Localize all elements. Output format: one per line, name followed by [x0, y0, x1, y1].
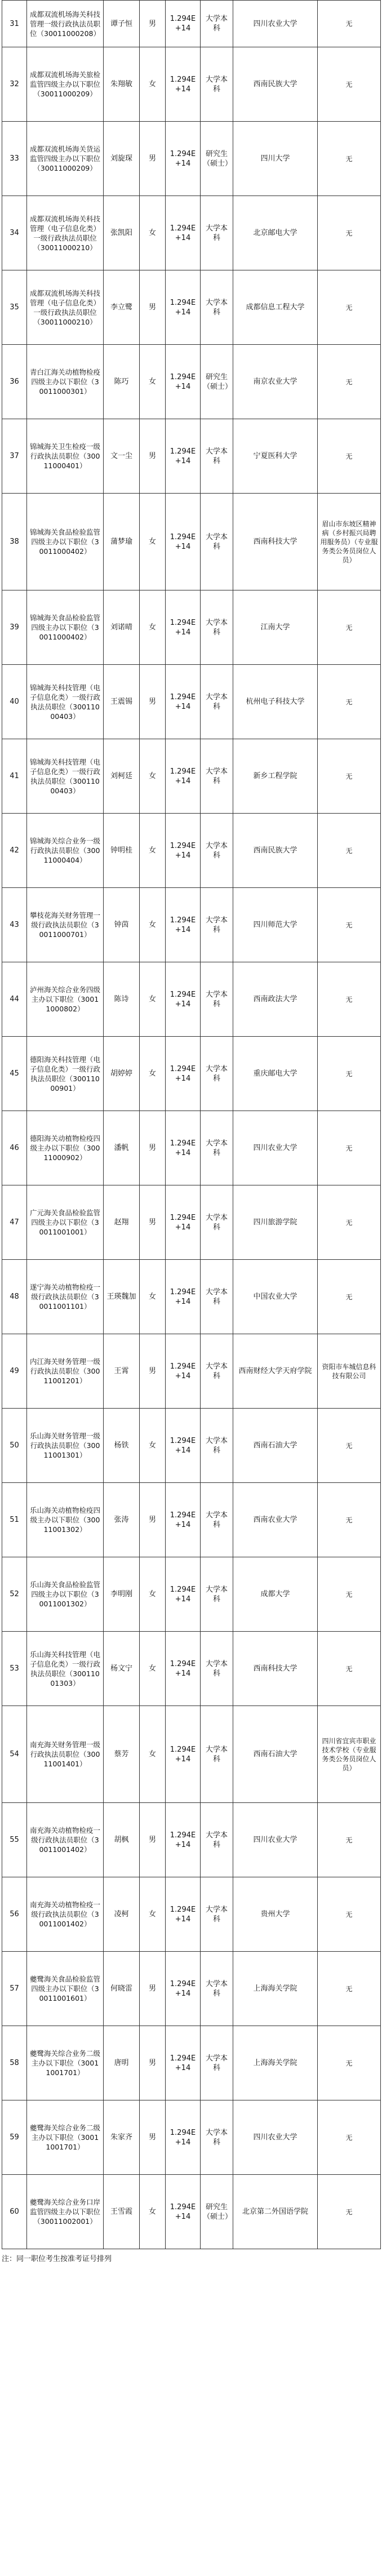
seq-cell: 55: [2, 1803, 27, 1877]
school-cell: 西南科技大学: [233, 494, 318, 590]
school-cell: 西南民族大学: [233, 47, 318, 122]
seq-cell: 53: [2, 1632, 27, 1706]
school-cell: 四川农业大学: [233, 1111, 318, 1185]
seq-cell: 37: [2, 419, 27, 494]
seq-cell: 41: [2, 739, 27, 814]
name-cell: 蒲梦瑜: [104, 494, 140, 590]
education-cell: 大学本科: [201, 270, 233, 345]
position-cell: 成都双流机场海关科技管理（电子信息化类）一级行政执法员职位（30011000210）: [27, 196, 104, 270]
position-cell: 夔鹭海关食品检验监管四级主办以下职位（30011001601）: [27, 1952, 104, 2026]
education-cell: 大学本科: [201, 196, 233, 270]
position-cell: 德阳海关动植物检疫四级主办以下职位（30011000902）: [27, 1111, 104, 1185]
exam-number-cell: 1.294E+14: [166, 1409, 201, 1483]
education-cell: 大学本科: [201, 1334, 233, 1409]
exam-number-cell: 1.294E+14: [166, 1632, 201, 1706]
exam-number-cell: 1.294E+14: [166, 2026, 201, 2100]
name-cell: 谭子恒: [104, 1, 140, 47]
seq-cell: 52: [2, 1557, 27, 1632]
table-row: [2, 1877, 381, 1952]
seq-cell: 44: [2, 962, 27, 1037]
name-cell: 杨文宁: [104, 1632, 140, 1706]
work-unit-cell: 无: [318, 122, 381, 196]
education-cell: 大学本科: [201, 1952, 233, 2026]
school-cell: 四川农业大学: [233, 1803, 318, 1877]
table-row: [2, 1334, 381, 1409]
education-cell: 大学本科: [201, 47, 233, 122]
name-cell: 张凯阳: [104, 196, 140, 270]
school-cell: 北京邮电大学: [233, 196, 318, 270]
position-cell: 锦城海关科技管理（电子信息化类）一级行政执法员职位（30011000403）: [27, 665, 104, 739]
position-cell: 广元海关食品检验监管四级主办以下职位（30011001001）: [27, 1185, 104, 1260]
name-cell: 杨铁: [104, 1409, 140, 1483]
seq-cell: 42: [2, 814, 27, 888]
exam-number-cell: 1.294E+14: [166, 739, 201, 814]
table-row: [2, 47, 381, 122]
position-cell: 锦城海关食品检验监管四级主办以下职位（30011000402）: [27, 494, 104, 590]
table-row: [2, 196, 381, 270]
school-cell: 杭州电子科技大学: [233, 665, 318, 739]
seq-cell: 57: [2, 1952, 27, 2026]
school-cell: 北京第二外国语学院: [233, 2175, 318, 2249]
seq-cell: 54: [2, 1706, 27, 1803]
table-row: [2, 665, 381, 739]
seq-cell: 36: [2, 345, 27, 419]
table-row: [2, 270, 381, 345]
work-unit-cell: 无: [318, 1483, 381, 1557]
work-unit-cell: 无: [318, 196, 381, 270]
name-cell: 王霄: [104, 1334, 140, 1409]
position-cell: 攀枝花海关财务管理一级行政执法员职位（30011000701）: [27, 888, 104, 962]
table-row: [2, 494, 381, 590]
work-unit-cell: 无: [318, 2100, 381, 2175]
seq-cell: 59: [2, 2100, 27, 2175]
school-cell: 重庆邮电大学: [233, 1037, 318, 1111]
position-cell: 成都双流机场海关科技管理（电子信息化类）一级行政执法员职位（30011000210）: [27, 270, 104, 345]
school-cell: 西南石油大学: [233, 1706, 318, 1803]
name-cell: 王雪霞: [104, 2175, 140, 2249]
seq-cell: 32: [2, 47, 27, 122]
school-cell: 四川旅游学院: [233, 1185, 318, 1260]
seq-cell: 48: [2, 1260, 27, 1334]
school-cell: 四川农业大学: [233, 1, 318, 47]
name-cell: 刘柯廷: [104, 739, 140, 814]
work-unit-cell: 资阳市车城信息科技有限公司: [318, 1334, 381, 1409]
table-row: [2, 888, 381, 962]
gender-cell: 女: [140, 1557, 166, 1632]
work-unit-cell: 眉山市东坡区精神病（乡村振兴局聘用服务员）（专业服务类公务员岗位人员）: [318, 494, 381, 590]
seq-cell: 34: [2, 196, 27, 270]
work-unit-cell: 无: [318, 1803, 381, 1877]
position-cell: 锦城海关科技管理（电子信息化类）一级行政执法员职位（30011000403）: [27, 739, 104, 814]
position-cell: 内江海关财务管理一级行政执法员职位（30011001201）: [27, 1334, 104, 1409]
table-row: [2, 739, 381, 814]
gender-cell: 女: [140, 962, 166, 1037]
education-cell: 大学本科: [201, 1483, 233, 1557]
seq-cell: 35: [2, 270, 27, 345]
education-cell: 大学本科: [201, 1706, 233, 1803]
school-cell: 西南财经大学天府学院: [233, 1334, 318, 1409]
work-unit-cell: 无: [318, 1557, 381, 1632]
position-cell: 成都双流机场海关货运监管四级主办以下职位（30011000209）: [27, 122, 104, 196]
name-cell: 王瑛魏加: [104, 1260, 140, 1334]
work-unit-cell: 无: [318, 962, 381, 1037]
education-cell: 研究生（硕士）: [201, 2175, 233, 2249]
education-cell: 研究生（硕士）: [201, 122, 233, 196]
gender-cell: 女: [140, 196, 166, 270]
work-unit-cell: 无: [318, 1952, 381, 2026]
table-row: [2, 1185, 381, 1260]
table-row: [2, 1409, 381, 1483]
education-cell: 大学本科: [201, 665, 233, 739]
school-cell: 西南农业大学: [233, 1483, 318, 1557]
school-cell: 宁夏医科大学: [233, 419, 318, 494]
education-cell: 大学本科: [201, 1, 233, 47]
seq-cell: 33: [2, 122, 27, 196]
exam-number-cell: 1.294E+14: [166, 1803, 201, 1877]
work-unit-cell: 无: [318, 1, 381, 47]
education-cell: 大学本科: [201, 1557, 233, 1632]
gender-cell: 女: [140, 590, 166, 665]
work-unit-cell: 无: [318, 270, 381, 345]
gender-cell: 男: [140, 665, 166, 739]
education-cell: 大学本科: [201, 1803, 233, 1877]
name-cell: 何晓雷: [104, 1952, 140, 2026]
table-row: [2, 122, 381, 196]
name-cell: 胡婷婷: [104, 1037, 140, 1111]
gender-cell: 女: [140, 1409, 166, 1483]
position-cell: 青白江海关动植物检疫四级主办以下职位（30011000301）: [27, 345, 104, 419]
table-row: [2, 1, 381, 47]
exam-number-cell: 1.294E+14: [166, 665, 201, 739]
table-row: [2, 590, 381, 665]
table-row: [2, 1483, 381, 1557]
name-cell: 朱家齐: [104, 2100, 140, 2175]
name-cell: 钟明桂: [104, 814, 140, 888]
exam-number-cell: 1.294E+14: [166, 1483, 201, 1557]
exam-number-cell: 1.294E+14: [166, 814, 201, 888]
name-cell: 胡枫: [104, 1803, 140, 1877]
name-cell: 潘帆: [104, 1111, 140, 1185]
education-cell: 大学本科: [201, 1185, 233, 1260]
table-row: [2, 814, 381, 888]
work-unit-cell: 无: [318, 1877, 381, 1952]
work-unit-cell: 无: [318, 814, 381, 888]
exam-number-cell: 1.294E+14: [166, 270, 201, 345]
name-cell: 刘诺晴: [104, 590, 140, 665]
position-cell: 乐山海关食品检验监管四级主办以下职位（30011001302）: [27, 1557, 104, 1632]
position-cell: 泸州海关综合业务四级主办以下职位（30011000802）: [27, 962, 104, 1037]
seq-cell: 40: [2, 665, 27, 739]
seq-cell: 51: [2, 1483, 27, 1557]
school-cell: 四川师范大学: [233, 888, 318, 962]
table-row: [2, 419, 381, 494]
gender-cell: 女: [140, 1877, 166, 1952]
exam-number-cell: 1.294E+14: [166, 494, 201, 590]
education-cell: 大学本科: [201, 1632, 233, 1706]
table-row: [2, 1260, 381, 1334]
position-cell: 南充海关动植物检疫一级行政执法员职位（30011001402）: [27, 1877, 104, 1952]
school-cell: 上海海关学院: [233, 2026, 318, 2100]
school-cell: 四川大学: [233, 122, 318, 196]
position-cell: 夔鹭海关综合业务二级主办以下职位（30011001701）: [27, 2100, 104, 2175]
gender-cell: 女: [140, 814, 166, 888]
name-cell: 陈诗: [104, 962, 140, 1037]
seq-cell: 47: [2, 1185, 27, 1260]
work-unit-cell: 无: [318, 419, 381, 494]
education-cell: 大学本科: [201, 2026, 233, 2100]
name-cell: 李明刚: [104, 1557, 140, 1632]
gender-cell: 女: [140, 2175, 166, 2249]
table-row: [2, 1037, 381, 1111]
work-unit-cell: 无: [318, 1260, 381, 1334]
exam-number-cell: 1.294E+14: [166, 2175, 201, 2249]
exam-number-cell: 1.294E+14: [166, 1952, 201, 2026]
school-cell: 西南石油大学: [233, 1409, 318, 1483]
position-cell: 乐山海关动植物检疫四级主办以下职位（30011001302）: [27, 1483, 104, 1557]
seq-cell: 31: [2, 1, 27, 47]
exam-number-cell: 1.294E+14: [166, 888, 201, 962]
gender-cell: 男: [140, 122, 166, 196]
table-row: [2, 345, 381, 419]
work-unit-cell: 无: [318, 2175, 381, 2249]
gender-cell: 女: [140, 47, 166, 122]
exam-number-cell: 1.294E+14: [166, 590, 201, 665]
education-cell: 大学本科: [201, 739, 233, 814]
position-cell: 成都双流机场海关科技管理一级行政执法员职位（30011000208）: [27, 1, 104, 47]
table-row: [2, 1557, 381, 1632]
work-unit-cell: 无: [318, 345, 381, 419]
name-cell: 唐明: [104, 2026, 140, 2100]
seq-cell: 39: [2, 590, 27, 665]
table-row: [2, 962, 381, 1037]
education-cell: 大学本科: [201, 888, 233, 962]
school-cell: 四川农业大学: [233, 2100, 318, 2175]
seq-cell: 45: [2, 1037, 27, 1111]
work-unit-cell: 无: [318, 1409, 381, 1483]
name-cell: 王震锡: [104, 665, 140, 739]
work-unit-cell: 无: [318, 2026, 381, 2100]
seq-cell: 58: [2, 2026, 27, 2100]
position-cell: 锦城海关综合业务一级行政执法员职位（30011000404）: [27, 814, 104, 888]
gender-cell: 男: [140, 2026, 166, 2100]
education-cell: 大学本科: [201, 814, 233, 888]
name-cell: 蔡芳: [104, 1706, 140, 1803]
exam-number-cell: 1.294E+14: [166, 47, 201, 122]
work-unit-cell: 无: [318, 47, 381, 122]
exam-number-cell: 1.294E+14: [166, 1334, 201, 1409]
school-cell: 成都大学: [233, 1557, 318, 1632]
school-cell: 上海海关学院: [233, 1952, 318, 2026]
work-unit-cell: 无: [318, 1037, 381, 1111]
education-cell: 大学本科: [201, 1409, 233, 1483]
gender-cell: 女: [140, 1706, 166, 1803]
gender-cell: 女: [140, 345, 166, 419]
candidate-table: [2, 0, 381, 2249]
seq-cell: 56: [2, 1877, 27, 1952]
exam-number-cell: 1.294E+14: [166, 419, 201, 494]
work-unit-cell: 无: [318, 739, 381, 814]
school-cell: 西南民族大学: [233, 814, 318, 888]
work-unit-cell: 无: [318, 1632, 381, 1706]
gender-cell: 女: [140, 888, 166, 962]
footer-note: 注：同一职位考生按准考证号排列: [2, 2255, 112, 2263]
gender-cell: 男: [140, 1, 166, 47]
name-cell: 李立鹭: [104, 270, 140, 345]
name-cell: 凌柯: [104, 1877, 140, 1952]
gender-cell: 女: [140, 494, 166, 590]
gender-cell: 女: [140, 1037, 166, 1111]
school-cell: 新乡工程学院: [233, 739, 318, 814]
table-row: [2, 1632, 381, 1706]
work-unit-cell: 无: [318, 665, 381, 739]
gender-cell: 男: [140, 1185, 166, 1260]
table-row: [2, 2026, 381, 2100]
table-row: [2, 1952, 381, 2026]
work-unit-cell: 无: [318, 590, 381, 665]
exam-number-cell: 1.294E+14: [166, 1260, 201, 1334]
position-cell: 南充海关财务管理一级行政执法员职位（30011001401）: [27, 1706, 104, 1803]
school-cell: 南京农业大学: [233, 345, 318, 419]
work-unit-cell: 四川省宜宾市职业技术学校（专业服务类公务员岗位人员）: [318, 1706, 381, 1803]
table-row: [2, 1111, 381, 1185]
school-cell: 成都信息工程大学: [233, 270, 318, 345]
name-cell: 赵翔: [104, 1185, 140, 1260]
education-cell: 大学本科: [201, 1877, 233, 1952]
exam-number-cell: 1.294E+14: [166, 1557, 201, 1632]
exam-number-cell: 1.294E+14: [166, 1877, 201, 1952]
education-cell: 大学本科: [201, 419, 233, 494]
work-unit-cell: 无: [318, 888, 381, 962]
exam-number-cell: 1.294E+14: [166, 2100, 201, 2175]
table-row: [2, 2100, 381, 2175]
school-cell: 江南大学: [233, 590, 318, 665]
exam-number-cell: 1.294E+14: [166, 196, 201, 270]
work-unit-cell: 无: [318, 1185, 381, 1260]
education-cell: 大学本科: [201, 1037, 233, 1111]
gender-cell: 男: [140, 1334, 166, 1409]
position-cell: 锦城海关卫生检疫一级行政执法员职位（30011000401）: [27, 419, 104, 494]
education-cell: 研究生（硕士）: [201, 345, 233, 419]
seq-cell: 46: [2, 1111, 27, 1185]
school-cell: 西南政法大学: [233, 962, 318, 1037]
exam-number-cell: 1.294E+14: [166, 1037, 201, 1111]
seq-cell: 43: [2, 888, 27, 962]
work-unit-cell: 无: [318, 1111, 381, 1185]
seq-cell: 60: [2, 2175, 27, 2249]
position-cell: 德阳海关科技管理（电子信息化类）一级行政执法员职位（30011000901）: [27, 1037, 104, 1111]
position-cell: 乐山海关财务管理一级行政执法员职位（30011001301）: [27, 1409, 104, 1483]
education-cell: 大学本科: [201, 590, 233, 665]
exam-number-cell: 1.294E+14: [166, 962, 201, 1037]
gender-cell: 男: [140, 1803, 166, 1877]
education-cell: 大学本科: [201, 1260, 233, 1334]
position-cell: 夔鹭海关综合业务二级主办以下职位（30011001701）: [27, 2026, 104, 2100]
school-cell: 西南科技大学: [233, 1632, 318, 1706]
education-cell: 大学本科: [201, 1111, 233, 1185]
exam-number-cell: 1.294E+14: [166, 1, 201, 47]
education-cell: 大学本科: [201, 494, 233, 590]
exam-number-cell: 1.294E+14: [166, 345, 201, 419]
school-cell: 中国农业大学: [233, 1260, 318, 1334]
name-cell: 刘旋琛: [104, 122, 140, 196]
gender-cell: 男: [140, 270, 166, 345]
education-cell: 大学本科: [201, 962, 233, 1037]
position-cell: 遂宁海关动植物检疫一级行政执法员职位（30011001101）: [27, 1260, 104, 1334]
position-cell: 乐山海关科技管理（电子信息化类）一级行政执法员职位（30011001303）: [27, 1632, 104, 1706]
position-cell: 南充海关动植物检疫一级行政执法员职位（30011001402）: [27, 1803, 104, 1877]
seq-cell: 50: [2, 1409, 27, 1483]
education-cell: 大学本科: [201, 2100, 233, 2175]
seq-cell: 38: [2, 494, 27, 590]
name-cell: 张涛: [104, 1483, 140, 1557]
name-cell: 文一尘: [104, 419, 140, 494]
position-cell: 成都双流机场海关旅检监管四级主办以下职位（30011000209）: [27, 47, 104, 122]
gender-cell: 男: [140, 1952, 166, 2026]
exam-number-cell: 1.294E+14: [166, 1706, 201, 1803]
name-cell: 陈巧: [104, 345, 140, 419]
gender-cell: 女: [140, 739, 166, 814]
table-row: [2, 1803, 381, 1877]
gender-cell: 男: [140, 1483, 166, 1557]
name-cell: 朱翔敏: [104, 47, 140, 122]
name-cell: 钟茵: [104, 888, 140, 962]
table-row: [2, 1706, 381, 1803]
gender-cell: 男: [140, 1111, 166, 1185]
gender-cell: 女: [140, 1632, 166, 1706]
school-cell: 贵州大学: [233, 1877, 318, 1952]
position-cell: 锦城海关食品检验监管四级主办以下职位（30011000402）: [27, 590, 104, 665]
position-cell: 夔鹭海关综合业务口岸监管四级主办以下职位（30011002001）: [27, 2175, 104, 2249]
table-row: [2, 2175, 381, 2249]
exam-number-cell: 1.294E+14: [166, 122, 201, 196]
seq-cell: 49: [2, 1334, 27, 1409]
exam-number-cell: 1.294E+14: [166, 1111, 201, 1185]
gender-cell: 男: [140, 419, 166, 494]
gender-cell: 男: [140, 2100, 166, 2175]
exam-number-cell: 1.294E+14: [166, 1185, 201, 1260]
gender-cell: 女: [140, 1260, 166, 1334]
